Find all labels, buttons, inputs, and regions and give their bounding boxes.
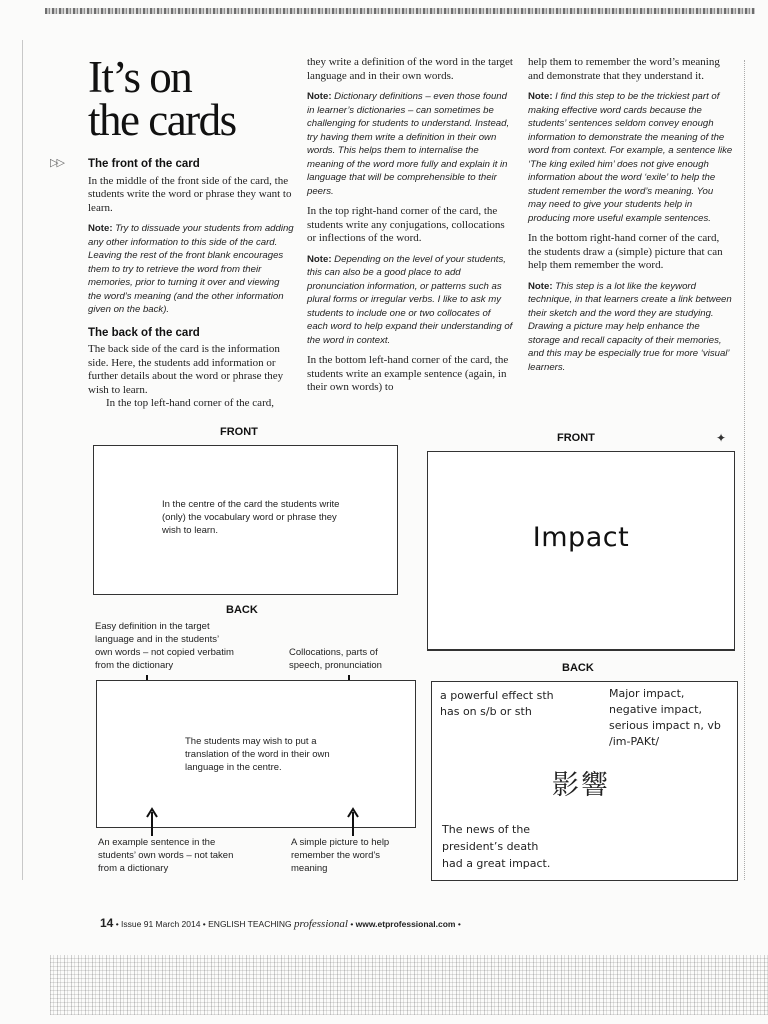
diagram-back-card xyxy=(96,680,416,828)
sentence-line-1: The news of the xyxy=(442,823,531,836)
article-column-1 xyxy=(88,152,294,418)
footer-issue: • Issue 91 March 2014 • ENGLISH TEACHING xyxy=(113,919,294,929)
definition-line-2: has on s/b or sth xyxy=(440,705,532,718)
title-line-2: the cards xyxy=(88,95,236,145)
example-definition xyxy=(440,688,600,720)
collocation-line-2: negative impact, xyxy=(609,703,702,716)
collocation-line-4: /im-PAKt/ xyxy=(609,735,660,748)
article-column-3 xyxy=(528,56,734,381)
col2-note-2: Note: Depending on the level of your students, this can also be a good place to add pronunciation information, or patterns such as plural forms or irregular verbs. I like to ask my students to include one or two collocates of each word to help expand their understanding of the word in context. xyxy=(307,253,513,346)
example-word: Impact xyxy=(532,522,630,553)
scan-top-band xyxy=(45,8,755,14)
heading-front-of-card: The front of the card xyxy=(88,158,200,170)
col3-paragraph-2: In the bottom right-hand corner of the card, the students draw a (simple) picture that can help them remember the word. xyxy=(528,232,723,271)
col1-note-1: Note: Try to dissuade your students from adding any other information to this side of the card. Leaving the rest of the front blank encourages them to try to retrieve the word from their memories, prior to turning it over and viewing the word’s meaning (and the other information given on the back). xyxy=(88,223,294,315)
definition-line-1: a powerful effect sth xyxy=(440,689,554,702)
col2-paragraph-1: they write a definition of the word in the target language and in their own words. xyxy=(307,56,513,82)
page-number: 14 xyxy=(100,916,114,930)
example-translation: 影響 xyxy=(552,770,610,801)
example-collocations xyxy=(609,686,734,750)
collocation-line-1: Major impact, xyxy=(609,687,685,700)
scan-left-edge xyxy=(22,40,23,880)
arrow-up-left-icon xyxy=(146,806,158,836)
diagram-top-left-caption: Easy definition in the target language and in the students’ own words – not copied verbatim from the dictionary xyxy=(95,621,234,671)
col2-paragraph-3: In the bottom left-hand corner of the card, the students write an example sentence (again, in their own words) to xyxy=(307,354,509,393)
heading-back-of-card: The back of the card xyxy=(88,326,200,339)
footer-professional: professional xyxy=(293,918,348,930)
col2-paragraph-2: In the top right-hand corner of the card, the students write any conjugations, collocations or inflections of the word. xyxy=(307,205,505,244)
example-sentence xyxy=(442,821,592,872)
footer-url: www.etprofessional.com xyxy=(355,919,456,929)
sentence-line-2: president’s death xyxy=(442,840,539,853)
col1-paragraph-3: In the top left-hand corner of the card, xyxy=(106,397,274,409)
scan-noise-band xyxy=(50,955,768,1015)
diagram-bottom-left-caption: An example sentence in the students’ own words – not taken from a dictionary xyxy=(98,837,234,874)
footer-end: • xyxy=(455,919,461,929)
section-marker-icon: ▷▷ xyxy=(50,156,63,169)
arrow-up-right-icon xyxy=(347,806,359,836)
example-back-label: BACK xyxy=(562,662,594,674)
diagram-front-card xyxy=(93,445,398,595)
collocation-line-3: serious impact n, vb xyxy=(609,719,721,732)
title-line-1: It’s on xyxy=(88,52,192,102)
col1-paragraph-2: The back side of the card is the information side. Here, the students add information or further details about the word or phrase they wish to learn. xyxy=(88,343,284,396)
diagram-top-right-caption: Collocations, parts of speech, pronunciation xyxy=(289,647,382,671)
page-footer xyxy=(100,916,461,930)
article-title xyxy=(88,52,278,145)
article-column-2 xyxy=(307,56,513,402)
diagram-bottom-right-caption: A simple picture to help remember the word’s meaning xyxy=(291,837,390,874)
diagram-front-label: FRONT xyxy=(220,426,258,438)
col1-paragraph-1: In the middle of the front side of the card, the students write the word or phrase they want to learn. xyxy=(88,174,292,214)
diagram-back-center-text: The students may wish to put a translation of the word in their own language in the centre. xyxy=(185,736,330,773)
diagram-front-text: In the centre of the card the students write (only) the vocabulary word or phrase they wish to learn. xyxy=(162,499,340,536)
diagram-back-label: BACK xyxy=(226,604,258,616)
scan-mark: ✦ xyxy=(716,431,727,445)
col2-note-1: Note: Dictionary definitions – even those found in learner’s dictionaries – can sometimes be challenging for students to understand. Instead, try having them write a definition in their own words. This helps them to internalise the meaning of the word more fully and explain it in language that will be comprehensible to their peers. xyxy=(307,91,510,197)
footer-separator: • xyxy=(347,919,356,929)
example-front-label: FRONT xyxy=(557,432,595,444)
col3-note-1: Note: I find this step to be the trickiest part of making effective word cards because the students’ sentences seldom convey enough information to demonstrate the meaning of the word from context. For example, a sentence like ‘The king exiled him’ does not give enough information about the word ‘exile’ to help the student remember the word’s meaning. You may need to give your students help in producing more useful example sentences. xyxy=(528,91,733,224)
col3-paragraph-1: help them to remember the word’s meaning and demonstrate that they understand it. xyxy=(528,56,720,82)
column-rule-right xyxy=(744,60,746,880)
sentence-line-3: had a great impact. xyxy=(442,857,551,870)
col3-note-2: Note: This step is a lot like the keyword technique, in that learners create a link between their sketch and the word they are studying. Drawing a picture may help enhance the storage and recall capacity of their memories, and this may be especially true for more ‘visual’ learners. xyxy=(528,280,732,373)
